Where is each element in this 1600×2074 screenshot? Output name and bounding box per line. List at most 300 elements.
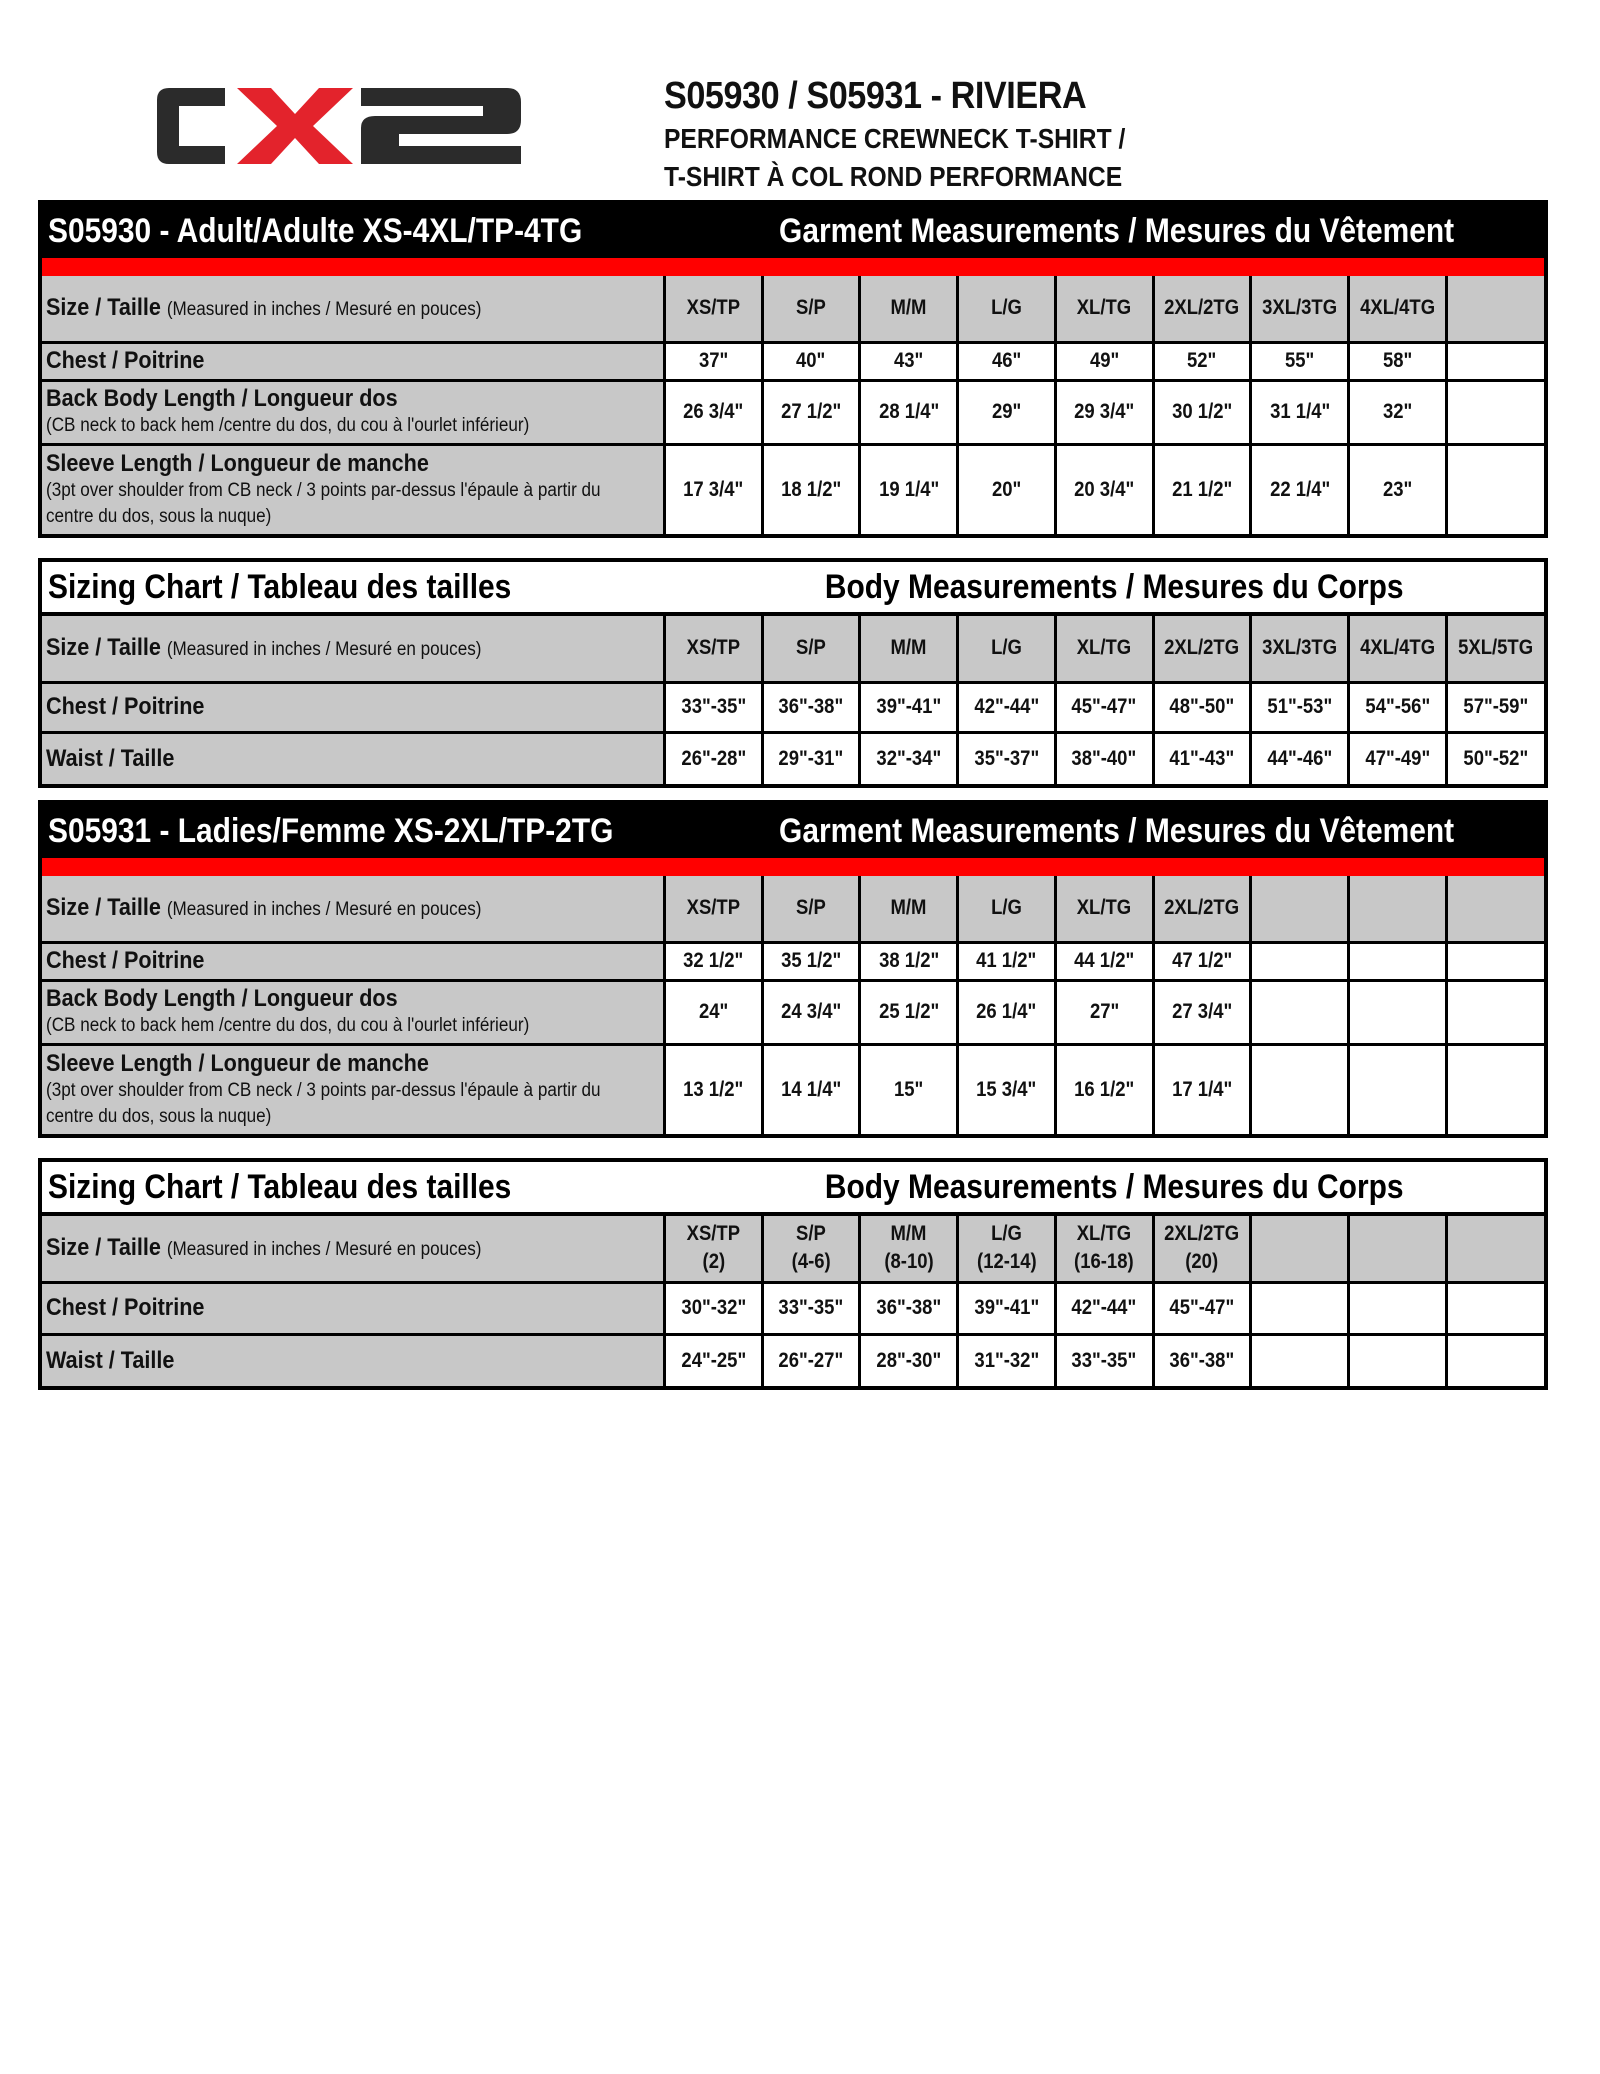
value-text: 32" [1382,400,1413,423]
measurement-value [1446,444,1544,534]
size-header-cell [762,616,860,682]
measurement-value [1055,980,1153,1044]
size-label-text: Size / Taille [46,1234,161,1262]
measurement-value [860,1044,958,1134]
measurement-label: Sleeve Length / Longueur de manche [46,449,429,477]
value-text: 45"-47" [1071,695,1137,718]
measurement-label-cell [42,942,665,980]
measurement-label-cell [42,980,665,1044]
measurement-value [1153,342,1251,380]
measurement-value [665,1282,763,1334]
value-text: 33"-35" [778,1296,844,1319]
value-text: 31"-32" [974,1348,1039,1372]
measurement-value [958,682,1056,732]
ladies-body-section [38,1158,1548,1390]
measurement-value [665,380,763,444]
table-row [42,1334,1544,1386]
size-header-cell [665,616,763,682]
measurement-label: Waist / Taille [46,1346,175,1374]
value-text: 20 3/4" [1074,477,1135,501]
measurement-value [1153,980,1251,1044]
measurement-value [1446,342,1544,380]
measurement-value [958,1282,1056,1334]
product-title-block [664,72,1364,196]
ladies-body-subtitle: Body Measurements / Mesures du Corps [825,1167,1404,1206]
measurement-value [860,380,958,444]
size-name: L/G [991,636,1022,660]
value-text: 57"-59" [1463,695,1529,718]
ladies-garment-title: S05931 - Ladies/Femme XS-2XL/TP-2TG [48,811,614,850]
value-text: 35 1/2" [781,949,842,972]
size-range: (12-14) [976,1250,1037,1274]
measurement-value [1446,980,1544,1044]
size-header-cell [1153,616,1251,682]
table-row [42,1044,1544,1134]
ladies-garment-section [38,800,1548,1138]
value-text: 16 1/2" [1074,1077,1135,1101]
value-text: 39"-41" [876,695,942,718]
measurement-value [1055,1044,1153,1134]
value-text: 24"-25" [680,1348,746,1372]
measurement-value [665,732,763,784]
value-text: 28 1/4" [878,400,939,423]
measurement-note-cont: centre du dos, sous la nuque) [46,1105,272,1127]
measurement-label: Back Body Length / Longueur dos [46,985,398,1012]
table-row [42,682,1544,732]
table-row [42,380,1544,444]
table-row [42,980,1544,1044]
measurement-value [958,342,1056,380]
size-header-cell [1446,1216,1544,1282]
measurement-value [1446,942,1544,980]
value-text: 26 1/4" [976,1000,1037,1023]
size-header-cell [860,616,958,682]
measurement-value [1153,732,1251,784]
size-header-row [42,1216,1544,1282]
size-header-cell [958,616,1056,682]
adult-body-title: Sizing Chart / Tableau des tailles [48,567,512,606]
measurement-value [1251,980,1349,1044]
value-text: 47 1/2" [1171,949,1233,972]
size-name: 4XL/4TG [1359,636,1435,660]
size-header-cell [1349,616,1447,682]
measurement-value [1349,1282,1447,1334]
adult-body-header [42,562,1544,616]
measurement-value [1153,1334,1251,1386]
measurement-value [762,1044,860,1134]
size-name: 2XL/2TG [1164,896,1240,920]
size-header-cell [860,1216,958,1282]
size-name: XL/TG [1077,896,1132,920]
measurement-value [1055,1282,1153,1334]
size-header-cell [1446,276,1544,342]
value-text: 23" [1382,477,1413,501]
value-text: 30"-32" [680,1296,746,1319]
value-text: 26"-28" [680,746,746,770]
size-name: XS/TP [686,636,741,660]
size-name: S/P [796,896,826,920]
value-text: 29" [991,400,1022,423]
measurement-value [1446,682,1544,732]
value-text: 45"-47" [1169,1296,1235,1319]
size-label-cell [42,276,665,342]
measurement-value [860,1282,958,1334]
size-header-cell [860,276,958,342]
measurement-value [1251,1282,1349,1334]
value-text: 40" [796,349,826,372]
size-label [46,294,481,322]
size-name: 5XL/5TG [1458,636,1534,660]
measurement-value [1446,732,1544,784]
size-label-note: (Measured in inches / Mesuré en pouces) [166,1239,482,1261]
value-text: 54"-56" [1364,695,1430,718]
measurement-value [1055,342,1153,380]
value-text: 21 1/2" [1171,477,1233,501]
measurement-value [1446,1044,1544,1134]
size-range: (16-18) [1074,1250,1135,1274]
size-label-note: (Measured in inches / Mesuré en pouces) [166,899,482,921]
value-text: 42"-44" [974,695,1039,718]
measurement-value [958,380,1056,444]
size-header-cell [762,1216,860,1282]
size-name: 2XL/2TG [1164,1222,1240,1246]
measurement-value [958,1044,1056,1134]
measurement-note-cont: centre du dos, sous la nuque) [46,505,272,527]
measurement-value [860,342,958,380]
measurement-value [860,942,958,980]
size-header-cell [1055,876,1153,942]
value-text: 33"-35" [680,695,746,718]
value-text: 51"-53" [1267,695,1333,718]
measurement-value [1446,1282,1544,1334]
value-text: 49" [1089,349,1119,372]
value-text: 27 3/4" [1171,1000,1233,1023]
value-text: 35"-37" [974,746,1039,770]
size-label [46,634,481,662]
measurement-value [1055,380,1153,444]
ladies-garment-subtitle: Garment Measurements / Mesures du Vêtement [778,811,1454,850]
measurement-value [665,980,763,1044]
size-header-cell [1349,876,1447,942]
measurement-label: Waist / Taille [46,744,175,772]
measurement-value [1251,1334,1349,1386]
size-name: S/P [796,296,826,320]
value-text: 36"-38" [876,1296,942,1319]
measurement-value [1055,682,1153,732]
size-header-cell [762,276,860,342]
measurement-note: (3pt over shoulder from CB neck / 3 points par-dessus l'épaule à partir du [46,1079,601,1101]
size-header-cell [1349,276,1447,342]
measurement-value [1153,380,1251,444]
adult-body-section [38,558,1548,788]
value-text: 47"-49" [1364,746,1430,770]
measurement-value [1446,1334,1544,1386]
red-divider [42,858,1544,876]
size-header-cell [958,876,1056,942]
value-text: 43" [894,349,924,372]
value-text: 36"-38" [778,695,844,718]
measurement-value [665,1044,763,1134]
measurement-value [1251,732,1349,784]
value-text: 58" [1382,349,1413,372]
value-text: 26"-27" [778,1348,844,1372]
measurement-label-cell [42,682,665,732]
value-text: 48"-50" [1169,695,1235,718]
size-header-cell [1153,876,1251,942]
ladies-body-header [42,1162,1544,1216]
size-header-cell [1446,616,1544,682]
value-text: 28"-30" [876,1348,942,1372]
measurement-value [1055,444,1153,534]
size-name: M/M [890,1222,927,1246]
measurement-value [1055,1334,1153,1386]
value-text: 25 1/2" [878,1000,939,1023]
size-header-cell [1153,276,1251,342]
size-name: 2XL/2TG [1164,296,1240,320]
measurement-value [1251,682,1349,732]
value-text: 44"-46" [1267,746,1333,770]
measurement-value [1251,444,1349,534]
adult-garment-title: S05930 - Adult/Adulte XS-4XL/TP-4TG [48,211,583,250]
size-name: XS/TP [686,296,741,320]
table-row [42,342,1544,380]
value-text: 17 3/4" [683,477,744,501]
measurement-note: (CB neck to back hem /centre du dos, du cou à l'ourlet inférieur) [46,1015,530,1036]
ladies-body-table [42,1216,1544,1386]
size-label [46,1234,481,1262]
value-text: 38"-40" [1071,746,1137,770]
measurement-value [1055,942,1153,980]
table-row [42,444,1544,534]
size-label-text: Size / Taille [46,294,161,322]
size-header-row [42,276,1544,342]
size-name: L/G [991,1222,1022,1246]
value-text: 29"-31" [778,746,844,770]
measurement-value [665,682,763,732]
value-text: 42"-44" [1071,1296,1137,1319]
cx2-logo [155,84,525,168]
table-row [42,732,1544,784]
measurement-label: Back Body Length / Longueur dos [46,385,398,412]
measurement-value [1153,1044,1251,1134]
value-text: 44 1/2" [1074,949,1135,972]
red-divider [42,258,1544,276]
measurement-value [1349,380,1447,444]
size-name: M/M [890,896,927,920]
measurement-value [1251,380,1349,444]
measurement-value [762,980,860,1044]
size-header-cell [860,876,958,942]
measurement-label-cell [42,1282,665,1334]
measurement-value [762,380,860,444]
size-name: S/P [796,1222,826,1246]
measurement-value [958,732,1056,784]
size-header-row [42,616,1544,682]
measurement-value [1055,732,1153,784]
measurement-value [958,444,1056,534]
measurement-label: Chest / Poitrine [46,947,205,974]
product-subtitle-en: PERFORMANCE CREWNECK T-SHIRT / [664,123,1126,154]
measurement-value [665,1334,763,1386]
size-range: (8-10) [884,1250,934,1274]
measurement-value [860,980,958,1044]
adult-body-subtitle: Body Measurements / Mesures du Corps [825,567,1404,606]
size-label [46,894,481,922]
measurement-value [1349,980,1447,1044]
measurement-label-cell [42,380,665,444]
measurement-value [762,682,860,732]
size-name: L/G [991,896,1022,920]
measurement-value [860,444,958,534]
size-header-cell [1055,1216,1153,1282]
value-text: 37" [698,349,729,372]
size-name: XL/TG [1077,636,1132,660]
adult-garment-subtitle: Garment Measurements / Mesures du Vêtement [778,211,1454,250]
measurement-note: (3pt over shoulder from CB neck / 3 points par-dessus l'épaule à partir du [46,479,601,501]
size-header-cell [1251,876,1349,942]
size-name: 4XL/4TG [1359,296,1435,320]
value-text: 15 3/4" [976,1077,1037,1101]
measurement-value [762,732,860,784]
measurement-note: (CB neck to back hem /centre du dos, du cou à l'ourlet inférieur) [46,415,530,436]
measurement-value [665,444,763,534]
size-header-cell [1055,276,1153,342]
value-text: 31 1/4" [1269,400,1330,423]
value-text: 39"-41" [974,1296,1039,1319]
value-text: 15" [894,1077,924,1101]
measurement-label-cell [42,1044,665,1134]
value-text: 50"-52" [1463,746,1529,770]
size-name: 3XL/3TG [1262,296,1338,320]
product-title: S05930 / S05931 - RIVIERA [664,75,1087,117]
ladies-garment-table [42,876,1544,1134]
measurement-value [1153,1282,1251,1334]
measurement-value [860,682,958,732]
value-text: 27" [1089,1000,1119,1023]
measurement-value [1251,942,1349,980]
product-subtitle-fr: T-SHIRT À COL ROND PERFORMANCE [664,161,1123,192]
measurement-label: Chest / Poitrine [46,1294,205,1321]
size-label-cell [42,616,665,682]
value-text: 33"-35" [1071,1348,1137,1372]
size-name: 3XL/3TG [1262,636,1338,660]
size-label-cell [42,876,665,942]
size-name: M/M [890,636,927,660]
adult-body-table [42,616,1544,784]
size-name: XS/TP [686,896,741,920]
ladies-body-title: Sizing Chart / Tableau des tailles [48,1167,512,1206]
size-name: S/P [796,636,826,660]
size-header-cell [1251,1216,1349,1282]
adult-garment-header [42,204,1544,258]
measurement-value [958,942,1056,980]
measurement-value [1446,380,1544,444]
size-name: XL/TG [1077,296,1132,320]
size-header-cell [665,1216,763,1282]
size-header-cell [665,276,763,342]
measurement-value [1349,732,1447,784]
size-name: XL/TG [1077,1222,1132,1246]
size-label-note: (Measured in inches / Mesuré en pouces) [166,639,482,661]
table-row [42,942,1544,980]
size-header-cell [1251,616,1349,682]
size-name: 2XL/2TG [1164,636,1240,660]
value-text: 32 1/2" [683,949,744,972]
size-name: XS/TP [686,1222,741,1246]
measurement-value [762,1334,860,1386]
size-name: M/M [890,296,927,320]
measurement-value [1349,942,1447,980]
measurement-label: Chest / Poitrine [46,693,205,720]
measurement-value [1251,1044,1349,1134]
value-text: 30 1/2" [1171,400,1233,423]
value-text: 41 1/2" [976,949,1037,972]
adult-garment-table [42,276,1544,534]
measurement-label: Sleeve Length / Longueur de manche [46,1049,429,1077]
size-range: (20) [1185,1250,1219,1274]
value-text: 27 1/2" [781,400,842,423]
size-range: (2) [702,1250,725,1274]
ladies-garment-header [42,804,1544,858]
value-text: 46" [991,349,1022,372]
measurement-value [1349,1334,1447,1386]
measurement-value [958,1334,1056,1386]
measurement-value [1349,1044,1447,1134]
value-text: 32"-34" [876,746,942,770]
value-text: 19 1/4" [878,477,939,501]
value-text: 26 3/4" [683,400,744,423]
value-text: 20" [991,477,1022,501]
value-text: 13 1/2" [683,1077,744,1101]
value-text: 17 1/4" [1171,1077,1233,1101]
size-header-cell [1349,1216,1447,1282]
value-text: 29 3/4" [1074,400,1135,423]
size-header-cell [1153,1216,1251,1282]
measurement-label-cell [42,732,665,784]
value-text: 41"-43" [1169,746,1235,770]
measurement-label: Chest / Poitrine [46,347,205,374]
size-header-cell [958,276,1056,342]
size-header-cell [1055,616,1153,682]
adult-garment-section [38,200,1548,538]
size-name: L/G [991,296,1022,320]
value-text: 55" [1284,349,1315,372]
measurement-value [860,1334,958,1386]
measurement-value [1153,682,1251,732]
value-text: 24 3/4" [781,1000,842,1023]
measurement-value [1349,444,1447,534]
measurement-label-cell [42,342,665,380]
measurement-value [1251,342,1349,380]
size-range: (4-6) [791,1250,831,1274]
measurement-value [860,732,958,784]
value-text: 14 1/4" [781,1077,842,1101]
measurement-value [762,444,860,534]
size-label-text: Size / Taille [46,894,161,922]
measurement-value [1153,444,1251,534]
measurement-value [762,1282,860,1334]
size-header-cell [958,1216,1056,1282]
value-text: 22 1/4" [1269,477,1330,501]
measurement-value [1349,342,1447,380]
measurement-value [762,942,860,980]
measurement-value [665,342,763,380]
measurement-value [665,942,763,980]
size-header-cell [1251,276,1349,342]
measurement-label-cell [42,444,665,534]
size-header-cell [1446,876,1544,942]
size-label-text: Size / Taille [46,634,161,662]
